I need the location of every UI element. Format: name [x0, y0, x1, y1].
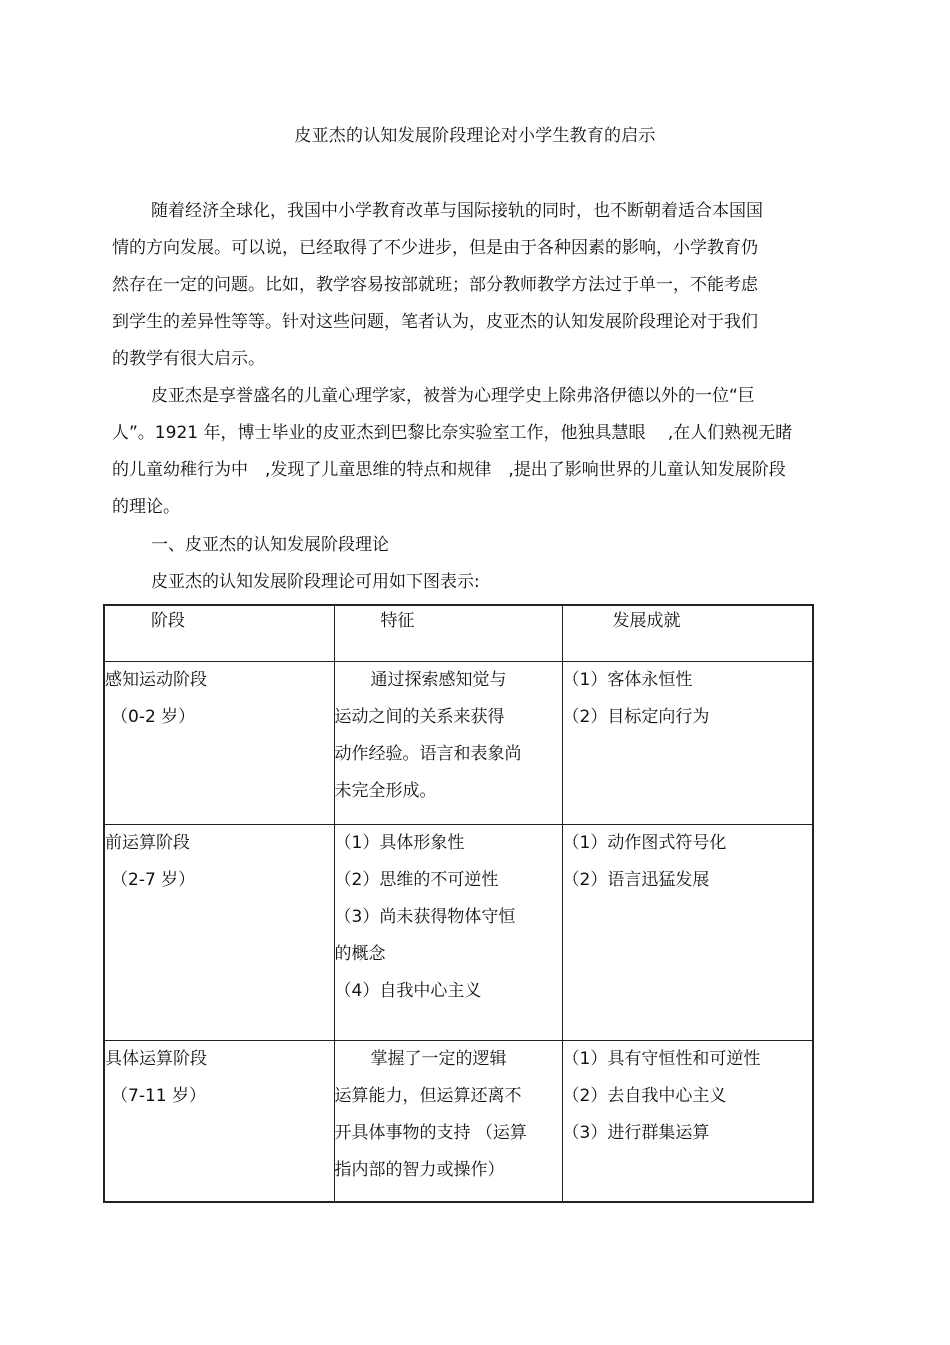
feature-line: 的概念 [334, 944, 386, 964]
stage-table [103, 604, 814, 1203]
section-1 [112, 527, 832, 601]
intro-line: 的教学有很大启示。 [112, 349, 265, 369]
intro-line: 然存在一定的问题。比如，教学容易按部就班；部分教师教学方法过于单一，不能考虑 [112, 275, 758, 295]
feature-line: 未完全形成。 [334, 781, 437, 801]
stage-cell [104, 662, 334, 825]
document-title: 皮亚杰的认知发展阶段理论对小学生教育的启示 [294, 126, 656, 146]
stage-age: （7-11 岁） [111, 1086, 206, 1106]
feature-line: （3）尚未获得物体守恒 [334, 907, 516, 927]
feature-line: （2）思维的不可逆性 [334, 870, 499, 890]
feature-line: 运算能力，但运算还离不 [334, 1086, 522, 1106]
section-heading: 一、皮亚杰的认知发展阶段理论 [151, 535, 389, 555]
feature-line: （1）具体形象性 [334, 833, 465, 853]
achievements-cell [562, 825, 813, 1041]
stage-cell [104, 825, 334, 1041]
piaget-line: 的儿童幼稚行为中 ,发现了儿童思维的特点和规律 ,提出了影响世界的儿童认知发展阶段 [112, 460, 786, 480]
stage-cell [104, 1041, 334, 1203]
stage-age: （0-2 岁） [111, 707, 196, 727]
intro-paragraph [112, 193, 832, 378]
intro-line: 情的方向发展。可以说，已经取得了不少进步，但是由于各种因素的影响，小学教育仍 [112, 238, 758, 258]
stage-name: 具体运算阶段 [105, 1049, 207, 1069]
achievement-line: （1）客体永恒性 [562, 670, 693, 690]
achievements-cell [562, 1041, 813, 1203]
feature-line: 动作经验。语言和表象尚 [334, 744, 522, 764]
table-row [104, 1041, 813, 1203]
feature-line: 指内部的智力或操作） [334, 1160, 505, 1180]
feature-line: 开具体事物的支持 （运算 [334, 1123, 527, 1143]
achievement-line: （1）动作图式符号化 [562, 833, 727, 853]
feature-line: （4）自我中心主义 [334, 981, 482, 1001]
piaget-line: 的理论。 [112, 497, 180, 517]
table-row [104, 662, 813, 825]
feature-line: 运动之间的关系来获得 [334, 707, 505, 727]
achievement-line: （3）进行群集运算 [562, 1123, 710, 1143]
header-achievements: 发展成就 [562, 605, 813, 662]
stage-age: （2-7 岁） [111, 870, 196, 890]
intro-line: 到学生的差异性等等。针对这些问题，笔者认为，皮亚杰的认知发展阶段理论对于我们 [112, 312, 758, 332]
feature-line: 掌握了一定的逻辑 [370, 1049, 507, 1069]
achievement-line: （1）具有守恒性和可逆性 [562, 1049, 761, 1069]
table-row [104, 825, 813, 1041]
achievement-line: （2）去自我中心主义 [562, 1086, 727, 1106]
achievement-line: （2）目标定向行为 [562, 707, 710, 727]
features-cell [334, 825, 562, 1041]
table-header-row [104, 605, 813, 662]
piaget-intro-paragraph [112, 378, 832, 526]
stage-name: 前运算阶段 [105, 833, 190, 853]
piaget-line: 皮亚杰是享誉盛名的儿童心理学家，被誉为心理学史上除弗洛伊德以外的一位“巨 [151, 386, 755, 406]
achievements-cell [562, 662, 813, 825]
stage-name: 感知运动阶段 [105, 670, 207, 690]
piaget-line: 人”。1921 年，博士毕业的皮亚杰到巴黎比奈实验室工作，他独具慧眼 ,在人们熟视无睹 [112, 423, 793, 443]
features-cell [334, 662, 562, 825]
features-cell [334, 1041, 562, 1203]
section-lead: 皮亚杰的认知发展阶段理论可用如下图表示: [151, 572, 480, 592]
intro-line: 随着经济全球化，我国中小学教育改革与国际接轨的同时，也不断朝着适合本国国 [151, 201, 763, 221]
achievement-line: （2）语言迅猛发展 [562, 870, 710, 890]
header-features: 特征 [334, 605, 562, 662]
feature-line: 通过探索感知觉与 [370, 670, 507, 690]
header-stage: 阶段 [104, 605, 334, 662]
